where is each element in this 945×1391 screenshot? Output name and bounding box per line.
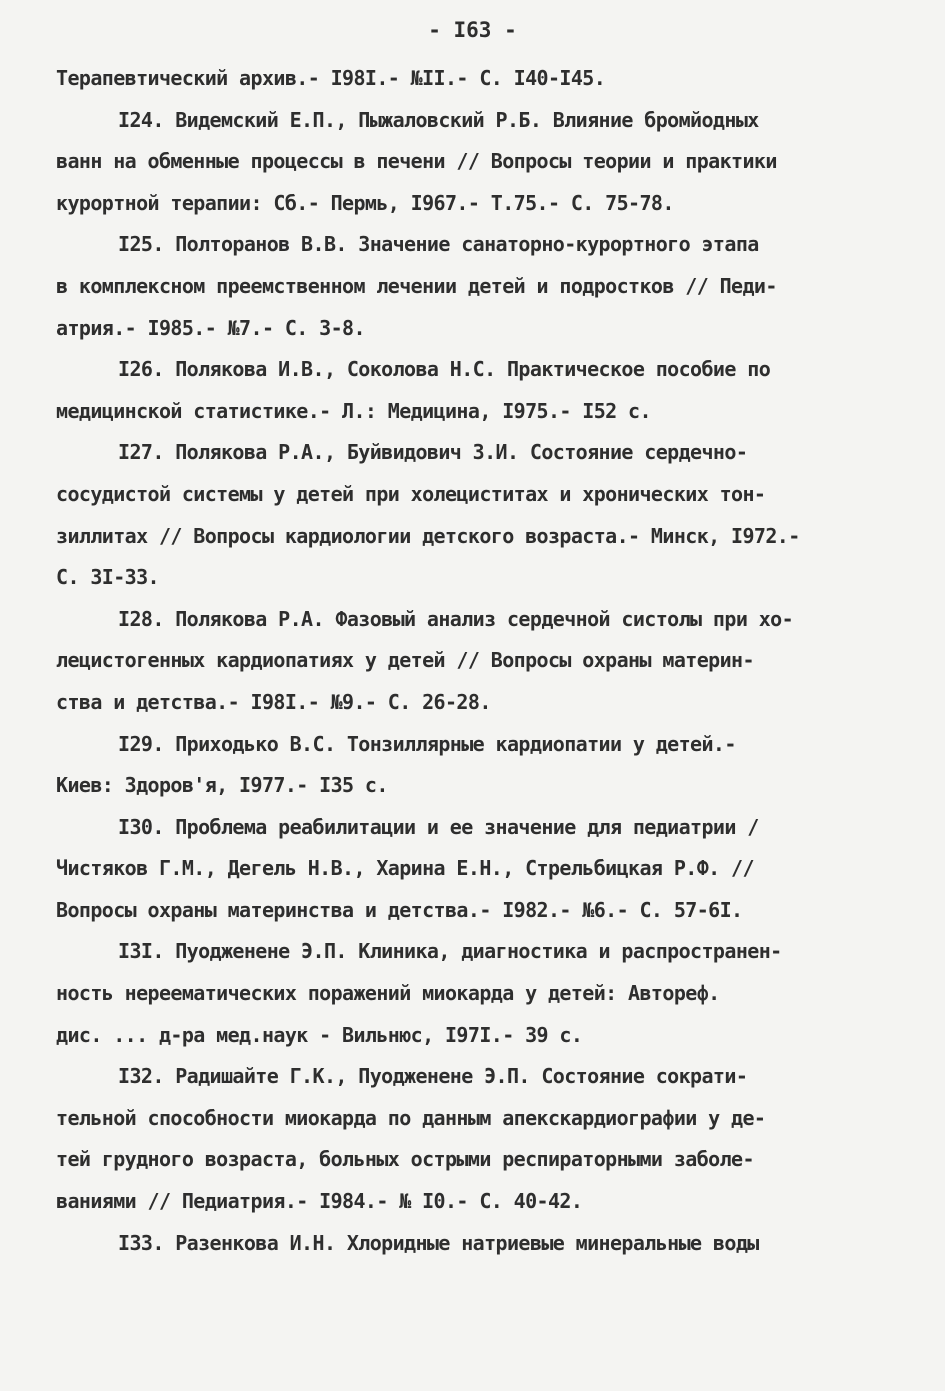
text-line: I30. Проблема реабилитации и ее значение для педиатрии /: [118, 814, 759, 839]
text-line: Терапевтический архив.- I98I.- №II.- С. I40-I45.: [56, 66, 606, 90]
text-line: ства и детства.- I98I.- №9.- С. 26-28.: [56, 689, 491, 714]
text-line: I3I. Пуодженене Э.П. Клиника, диагностика и распространен-: [118, 939, 782, 964]
text-line: Чистяков Г.М., Дегель Н.В., Харина Е.Н., Стрельбицкая Р.Ф. //: [56, 856, 754, 881]
text-line: в комплексном преемственном лечении детей и подростков // Педи-: [56, 273, 777, 298]
text-line: медицинской статистике.- Л.: Медицина, I975.- I52 с.: [56, 398, 651, 423]
text-line: I25. Полторанов В.В. Значение санаторно-курортного этапа: [118, 232, 759, 257]
text-line: зиллитах // Вопросы кардиологии детского возраста.- Минск, I972.-: [56, 523, 800, 548]
text-line: ваниями // Педиатрия.- I984.- № I0.- С. 40-42.: [56, 1189, 583, 1214]
text-line: Киев: Здоров'я, I977.- I35 с.: [56, 773, 388, 798]
text-line: I32. Радишайте Г.К., Пуодженене Э.П. Состояние сократи-: [118, 1064, 748, 1089]
text-line: I29. Приходько В.С. Тонзиллярные кардиопатии у детей.-: [118, 731, 736, 756]
text-line: С. 3I-33.: [56, 565, 159, 590]
text-line: ванн на обменные процессы в печени // Вопросы теории и практики: [56, 149, 777, 174]
page-number: - I63 -: [428, 18, 517, 42]
text-line: I27. Полякова Р.А., Буйвидович З.И. Состояние сердечно-: [118, 440, 748, 465]
text-line: ность нереематических поражений миокарда у детей: Автореф.: [56, 981, 720, 1006]
text-line: тей грудного возраста, больных острыми респираторными заболе-: [56, 1147, 754, 1172]
text-line: лецистогенных кардиопатиях у детей // Вопросы охраны материн-: [56, 648, 754, 673]
text-line: I24. Видемский Е.П., Пыжаловский Р.Б. Влияние бромйодных: [118, 107, 759, 132]
text-line: курортной терапии: Сб.- Пермь, I967.- Т.75.- С. 75-78.: [56, 190, 674, 215]
text-line: атрия.- I985.- №7.- С. 3-8.: [56, 315, 365, 340]
text-line: сосудистой системы у детей при холециститах и хронических тон-: [56, 481, 766, 506]
text-line: I26. Полякова И.В., Соколова Н.С. Практическое пособие по: [118, 357, 771, 382]
text-line: I28. Полякова Р.А. Фазовый анализ сердечной систолы при хо-: [118, 606, 794, 631]
text-line: Вопросы охраны материнства и детства.- I982.- №6.- С. 57-6I.: [56, 897, 743, 922]
bibliography-list: [56, 58, 906, 1264]
text-line: дис. ... д-ра мед.наук - Вильнюс, I97I.- 39 с.: [56, 1022, 583, 1047]
text-line: I33. Разенкова И.Н. Хлоридные натриевые минеральные воды: [118, 1230, 759, 1255]
text-line: тельной способности миокарда по данным апекскардиографии у де-: [56, 1105, 766, 1130]
